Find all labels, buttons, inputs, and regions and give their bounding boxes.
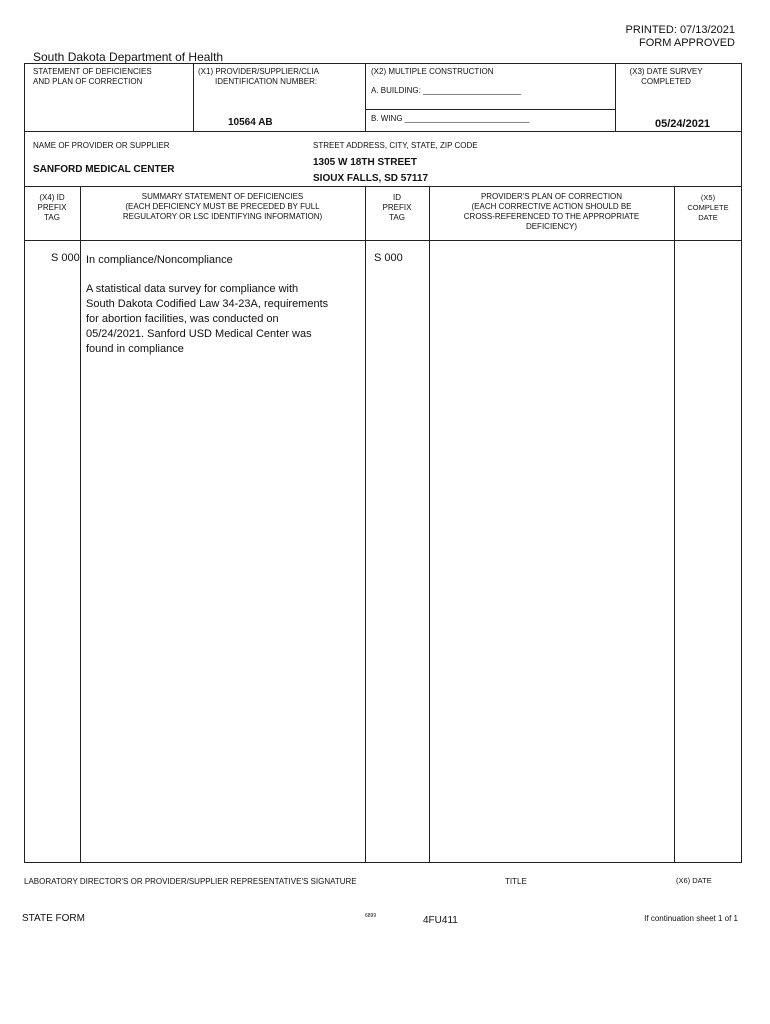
x4-header: (X4) ID PREFIX TAG [37,193,67,222]
address-line-1: 1305 W 18TH STREET [313,157,417,168]
column-divider [429,186,430,863]
prefix-tag-right: S 000 [374,252,403,264]
summary-header: SUMMARY STATEMENT OF DEFICIENCIES (EACH DEFICIENCY MUST BE PRECEDED BY FULL REGULATORY OR LSC IDENTIFYING INFORMATION) [122,192,323,221]
form-code: 4FU411 [423,915,458,926]
agency-name: South Dakota Department of Health [33,50,224,64]
state-form-label: STATE FORM [22,913,85,924]
paragraph-line: A statistical data survey for compliance with [86,283,299,295]
paragraph-line: 05/24/2021. Sanford USD Medical Center was [86,328,312,340]
x5-header: (X5) COMPLETE DATE [687,193,729,222]
wing-field: B. WING ____________________________ [371,114,530,123]
column-divider [80,186,81,863]
x2-label: (X2) MULTIPLE CONSTRUCTION [371,67,494,76]
continuation-sheet: If continuation sheet 1 of 1 [644,914,738,923]
form-number: 6899 [365,913,377,919]
deficiency-heading: In compliance/Noncompliance [86,254,233,266]
divider [24,240,742,241]
provider-id-number: 10564 AB [228,117,273,128]
x3-label: (X3) DATE SURVEY COMPLETED [629,67,703,86]
paragraph-line: found in compliance [86,343,184,355]
column-divider [365,186,366,863]
paragraph-line: South Dakota Codified Law 34-23A, requirements [86,298,329,310]
provider-name-label: NAME OF PROVIDER OR SUPPLIER [33,141,170,150]
survey-date: 05/24/2021 [655,118,711,130]
divider [365,63,366,131]
divider [24,131,742,132]
address-line-2: SIOUX FALLS, SD 57117 [313,173,429,184]
x1-label: (X1) PROVIDER/SUPPLIER/CLIA IDENTIFICATION NUMBER: [198,67,319,86]
form-approved: FORM APPROVED [639,37,735,49]
prefix-tag-left: S 000 [51,252,80,264]
column-divider [674,186,675,863]
divider [365,109,615,110]
provider-name: SANFORD MEDICAL CENTER [33,164,175,175]
printed-date: PRINTED: 07/13/2021 [625,24,735,36]
building-field: A. BUILDING: ______________________ [371,86,521,95]
address-label: STREET ADDRESS, CITY, STATE, ZIP CODE [313,141,478,150]
paragraph-line: for abortion facilities, was conducted on [86,313,279,325]
signature-label: LABORATORY DIRECTOR'S OR PROVIDER/SUPPLIER REPRESENTATIVE'S SIGNATURE [24,877,357,886]
divider [24,186,742,187]
plan-header: PROVIDER'S PLAN OF CORRECTION (EACH CORRECTIVE ACTION SHOULD BE CROSS-REFERENCED TO THE APPROPRIATE DEFICIENCY) [463,192,640,231]
date-label: (X6) DATE [676,876,712,885]
title-label: TITLE [505,877,527,886]
statement-label: STATEMENT OF DEFICIENCIES AND PLAN OF CORRECTION [33,67,152,86]
id-header: ID PREFIX TAG [382,193,412,222]
divider [193,63,194,131]
deficiency-paragraph [86,282,361,357]
